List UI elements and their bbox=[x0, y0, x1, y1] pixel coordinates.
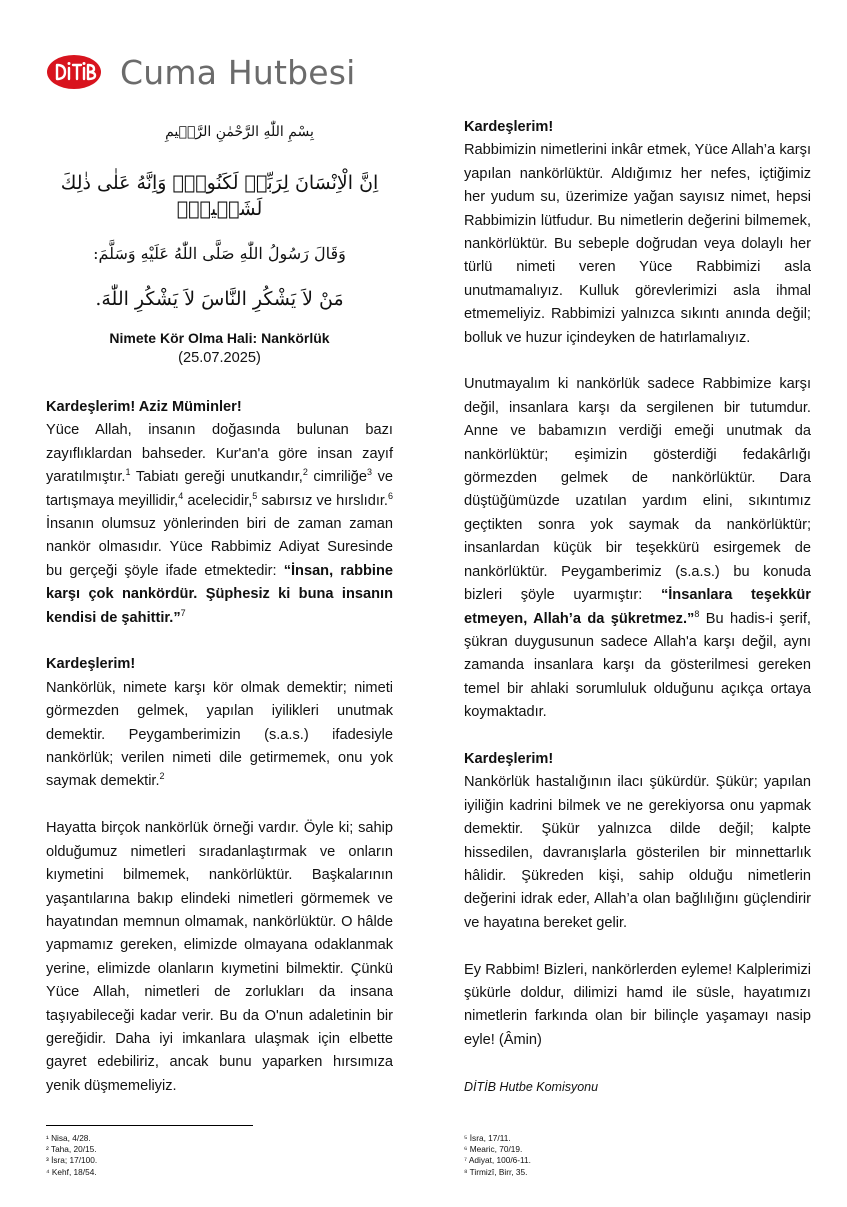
paragraph-heading: Kardeşlerim! Aziz Müminler! bbox=[46, 399, 242, 415]
sermon-title: Nimete Kör Olma Hali: Nankörlük bbox=[109, 330, 330, 346]
hadith-arabic: مَنْ لاَ يَشْكُرِ النَّاسَ لاَ يَشْكُرِ اللّٰهَ. bbox=[95, 288, 344, 310]
footnote: ⁶ Mearic, 70/19. bbox=[464, 1144, 523, 1155]
footnotes-left bbox=[46, 1133, 97, 1178]
footnote: ⁷ Adiyat, 100/6-11. bbox=[464, 1155, 531, 1166]
paragraph-examples: Hayatta birçok nankörlük örneği vardır. Öyle ki; sahip olduğumuz nimetleri sıradanlaştırmak ve onların kıymetini bilmemek, nankörlüktür. Başkalarının yaşantılarına bakıp elindeki nimetleri görmemek ve hayatından memnun olmamak, nankörlüktür. O hâlde yapmamız gereken, elimizde olmayana odaklanmak yerine, elimizde olanların kıymetini bilmektir. Çünkü Yüce Allah, nimetleri de zorlukları da insana taşıyabileceği kadar verir. Bu da O'nun adaletinin bir gereğidir. Daha iyi imkanlara ulaşmak için elbette gayret edebiliriz, ancak bunu yaparken hırsımıza yenik düşmemeliyiz. bbox=[46, 820, 393, 1094]
ayah-arabic: اِنَّ الْاِنْسَانَ لِرَبِّه۪ لَكَنُودٌۚ وَاِنَّهُ عَلٰى ذٰلِكَ لَشَه۪يدٌۚ bbox=[60, 172, 379, 220]
footnotes-right bbox=[464, 1133, 531, 1178]
left-column bbox=[46, 120, 393, 1098]
footnote: ⁵ İsra, 17/11. bbox=[464, 1133, 511, 1143]
paragraph-definition: Kardeşlerim! Nankörlük, nimete karşı kör olmak demektir; nimeti görmezden gelmek, yapılan iyilikleri unutmak demektir. Peygamberimizin (s.a.s.) ifadesiyle nankörlük; verilen nimeti dile getirmemek, onu yok saymak demektir.$^2$ bbox=[46, 653, 393, 793]
footnote: ⁸ Tirmizî, Birr, 35. bbox=[464, 1166, 528, 1177]
footnote-ref: 2 bbox=[302, 467, 308, 478]
paragraph-prayer: Ey Rabbim! Bizleri, nankörlerden eyleme! Kalplerimizi şükürle doldur, dilimizi hamd ile süsle, hayatımızı nimetlerin farkında olan bir bilinçle yaşamayı nasip eyle! (Âmin) bbox=[464, 961, 811, 1048]
paragraph-gratitude: Kardeşlerim! Nankörlük hastalığının ilacı şükürdür. Şükür; yapılan iyiliğin kadrini bilmek ve ne gerekiyorsa onu yapmak demektir. Şükür yalnızca dilde değil; kalpte hissedilen, davranışlarla gösterilen bir minnettarlık hâlidir. Şükreden kişi, sahip olduğu nimetlerin değerini idrak eder, Allah’a olan bağlılığını güçlendirir ve hayatına bereket gelir. bbox=[464, 748, 811, 935]
ditib-logo-icon bbox=[46, 54, 102, 90]
footnote-ref: 4 bbox=[178, 490, 184, 501]
sermon-date: (25.07.2025) bbox=[178, 350, 261, 366]
basmala-arabic: بِسْمِ اللّٰهِ الرَّحْمٰنِ الرَّح۪يمِ bbox=[165, 124, 314, 140]
paragraph-intro: Kardeşlerim! Aziz Müminler! Yüce Allah, insanın doğasında bulunan bazı zayıflıklardan bahseder. Kur'an'a göre insan zayıf yaratılmıştır.$^1$ Tabiatı gereği unutkandır,$^2$ cimriliğe$^3$ ve tartışmaya meyillidir,$^4$ acelecidir,$^5$ sabırsız ve hırslıdır.$^6$ İnsanın olumsuz yönlerinden biri de zaman zaman nankör olmasıdır. Yüce Rabbimiz Adiyat Suresinde bu gerçeği şöyle ifade etmektedir: “İnsan, rabbine karşı çok nankördür. Şüphesiz ki buna insanın kendisi de şahittir.”$^7$ bbox=[46, 396, 393, 630]
paragraph-heading: Kardeşlerim! bbox=[464, 119, 554, 135]
footnote-ref: 1 bbox=[125, 467, 131, 478]
footnote-divider bbox=[46, 1125, 253, 1126]
footnote-ref: 6 bbox=[387, 490, 393, 501]
footnote: ³ İsra; 17/100. bbox=[46, 1155, 98, 1166]
qala-arabic: وَقَالَ رَسُولُ اللّٰهِ صَلَّى اللّٰهُ عَلَيْهِ وَسَلَّمَ: bbox=[93, 244, 346, 263]
signature: DİTİB Hutbe Komisyonu bbox=[464, 1080, 599, 1095]
footnote-ref: 8 bbox=[694, 608, 700, 619]
footnote-ref: 2 bbox=[159, 771, 165, 782]
quran-quote: “İnsan, rabbine karşı çok nankördür. Şüphesiz ki buna insanın kendisi de şahittir.” bbox=[46, 562, 394, 626]
paragraph-people: Unutmayalım ki nankörlük sadece Rabbimize karşı değil, insanlara karşı da sergilenen bir tutumdur. Anne ve babamızın verdiği emeği unutmak da nankörlüktür; eşimizin gösterdiği fedakârlığı görmezden gelmek de nankörlüktür. Dara düştüğümüzde uzatılan yardım elini, sıkıntımız geçtikten sonra yok saymak da nankörlüktür; insanlardan küçük bir teşekkürü esirgemek de nankörlüktür. Peygamberimiz (s.a.s.) bu konuda bizleri şöyle uyarmıştır: “İnsanlara teşekkür etmeyen, Allah’a da şükretmez.”$^8$ Bu hadis-i şerif, şükran duygusunun sadece Allah'a karşı değil, aynı zamanda insanlara karşı da gösterilmesi gereken temel bir ahlaki sorumluluk olduğunu açıkça ortaya koymaktadır. bbox=[464, 376, 811, 721]
right-column bbox=[464, 116, 811, 1100]
paragraph-heading: Kardeşlerim! bbox=[464, 750, 554, 767]
footnote: ⁴ Kehf, 18/54. bbox=[46, 1166, 97, 1177]
footnote-ref: 3 bbox=[366, 467, 372, 478]
header bbox=[46, 50, 356, 94]
hadith-quote: “İnsanlara teşekkür etmeyen, Allah’a da şükretmez.” bbox=[464, 587, 811, 627]
footnote: ² Taha, 20/15. bbox=[46, 1144, 97, 1155]
footnote-ref: 5 bbox=[252, 490, 258, 501]
footnote-ref: 7 bbox=[180, 607, 186, 618]
page-title: Cuma Hutbesi bbox=[120, 52, 356, 92]
paragraph-blessings: Kardeşlerim! Rabbimizin nimetlerini inkâr etmek, Yüce Allah’a karşı yapılan nankörlüktür. Aldığımız her nefes, içtiğimiz her yudum su, üzerimize yağan sayısız nimet, hepsi Rabbimizin lütfudur. Bu nimetlerin değerini bilmemek, nankörlüktür. Bu sebeple doğrudan veya dolaylı her türlü nimeti veren Yüce Rabbimizi asla unutmamalıyız. Kulluk görevlerimizi asla ihmal etmemeliyiz. Rabbimizi yalnızca sıkıntı anında değil; bolluk ve huzur içindeyken de hatırlamalıyız. bbox=[464, 116, 811, 350]
paragraph-heading: Kardeşlerim! bbox=[46, 656, 136, 673]
footnote: ¹ Nisa, 4/28. bbox=[46, 1133, 91, 1143]
